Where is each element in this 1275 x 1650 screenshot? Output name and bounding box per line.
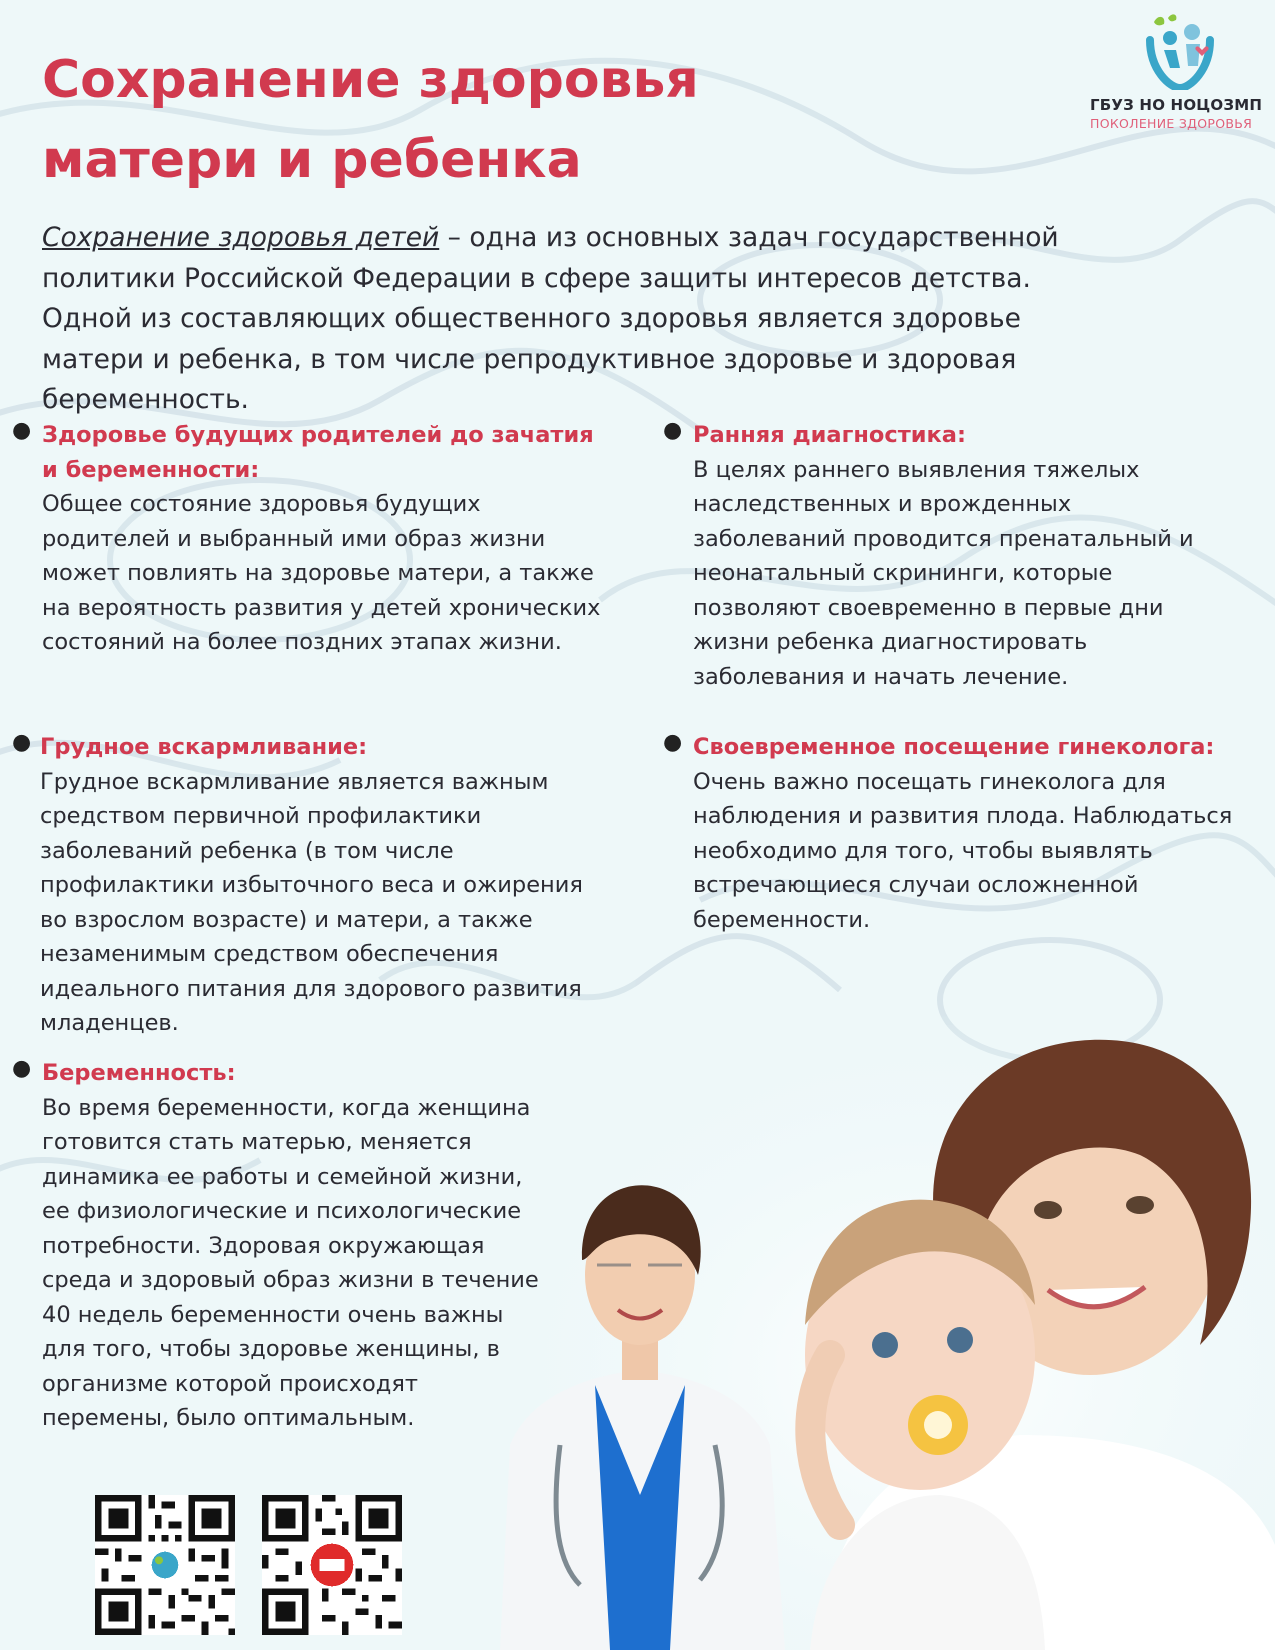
section-heading: Ранняя диагностика: — [693, 422, 966, 448]
intro-lead: Сохранение здоровья детей — [42, 222, 440, 253]
section-body: Во время беременности, когда женщина готовится стать матерью, меняется динамика ее работы и семейной жизни, ее физиологические и психологические потребности. Здоровая окружающая среда и здоровый образ жизни в течение 40 недель беременности очень важны для того, чтобы здоровье женщины, в организме которой происходят перемены, было оптимальным. — [42, 1094, 539, 1431]
page-title — [42, 40, 802, 200]
section-gynecologist — [663, 730, 1233, 937]
bullet-icon: ● — [12, 730, 32, 755]
section-body: Очень важно посещать гинеколога для наблюдения и развития плода. Наблюдаться необходимо для того, чтобы выявлять встречающиеся случаи осложненной беременности. — [693, 768, 1233, 933]
logo-title: ГБУЗ НО НОЦОЗМП — [1090, 96, 1263, 114]
baby-figure — [805, 1200, 1045, 1650]
section-breastfeeding — [12, 730, 600, 1041]
section-body: Грудное вскармливание является важным средством первичной профилактики заболеваний ребенка (в том числе профилактики избыточного веса и ожирения во взрослом возрасте) и матери, а также незаменимым средством обеспечения идеального питания для здорового развития младенцев. — [40, 768, 583, 1036]
section-early-diagnostics — [663, 418, 1213, 694]
section-heading: Беременность: — [42, 1060, 236, 1086]
mother-baby-doctor-photo — [500, 1025, 1275, 1650]
section-heading: Здоровье будущих родителей до зачатия и беременности: — [42, 422, 594, 483]
bullet-icon: ● — [663, 730, 683, 755]
organization-logo — [1090, 10, 1270, 135]
section-body: В целях раннего выявления тяжелых наследственных и врожденных заболеваний проводится пренатальный и неонатальный скрининги, которые позволяют своевременно в первые дни жизни ребенка диагностировать заболевания и начать лечение. — [693, 456, 1194, 690]
section-pregnancy — [12, 1056, 552, 1436]
intro-text: – одна из основных задач государственной политики Российской Федерации в сфере защиты интересов детства. Одной из составляющих общественного здоровья является здоровье матери и ребенка, в том числе репродуктивное здоровье и здоровая беременность. — [42, 222, 1059, 415]
bullet-icon: ● — [12, 418, 32, 443]
section-parents-health — [12, 418, 602, 660]
title-line-1: Сохранение здоровья — [42, 50, 699, 110]
intro-paragraph — [42, 218, 1072, 421]
qr-code-badge[interactable] — [262, 1495, 402, 1635]
section-body: Общее состояние здоровья будущих родителей и выбранный ими образ жизни может повлиять на здоровье матери, а также на вероятность развития у детей хронических состояний на более поздних этапах жизни. — [42, 491, 601, 655]
bullet-icon: ● — [12, 1056, 32, 1081]
bullet-icon: ● — [663, 418, 683, 443]
logo-subtitle: ПОКОЛЕНИЕ ЗДОРОВЬЯ — [1090, 116, 1253, 131]
section-heading: Своевременное посещение гинеколога: — [693, 734, 1215, 760]
family-logo-icon — [1140, 10, 1220, 90]
qr-code-logo[interactable] — [95, 1495, 235, 1635]
section-heading: Грудное вскармливание: — [40, 734, 368, 760]
title-line-2: матери и ребенка — [42, 130, 582, 190]
